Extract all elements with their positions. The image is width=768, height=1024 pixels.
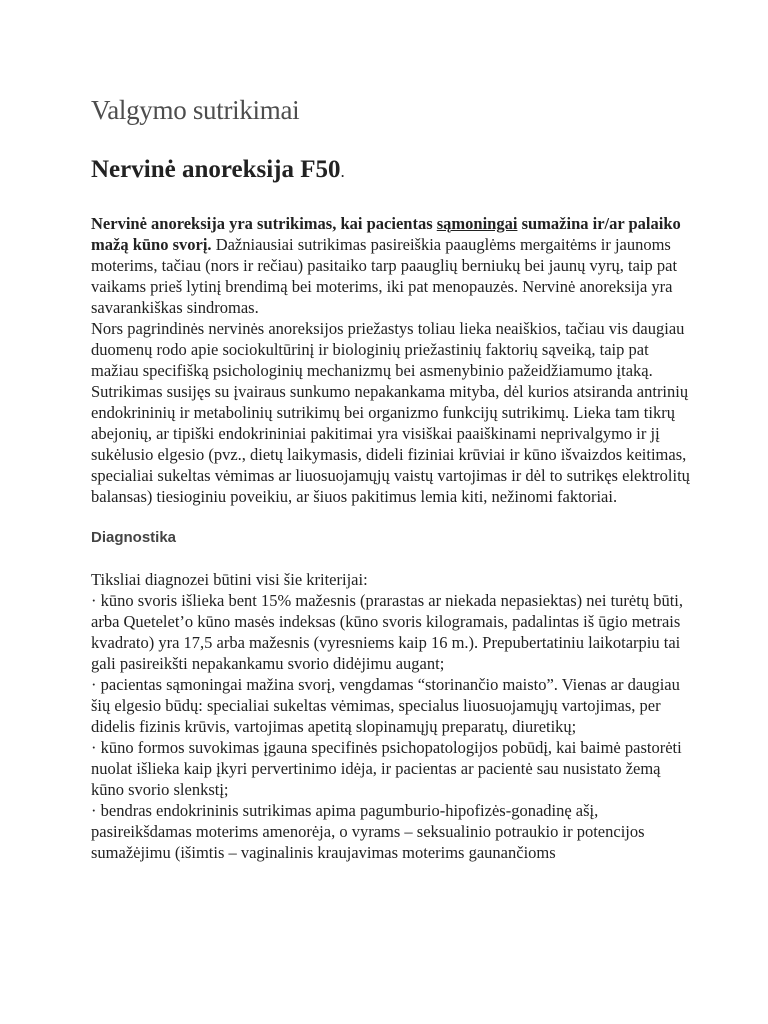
document-title: Valgymo sutrikimai — [91, 95, 300, 125]
criteria-item: · pacientas sąmoningai mažina svorį, vengdamas “storinančio maisto”. Vienas ar daugiau šių elgesio būdų: specialiai sukeltas vėmimas, specialus liuosuojamųjų vartojimas, per didelis fizinis krūvis, vartojimas apetitą slopinamųjų preparatų, diuretikų; — [91, 675, 680, 736]
diagnostika-heading: Diagnostika — [91, 529, 177, 546]
criteria-intro: Tiksliai diagnozei būtini visi šie kriterijai: — [91, 570, 368, 589]
intro-bold-end: sumažina ir/ar palaiko mažą kūno svorį. — [91, 214, 681, 254]
intro-rest: Dažniausiai sutrikimas pasireiškia paauglėms mergaitėms ir jaunoms moterims, tačiau (nors ir rečiau) pasitaiko tarp paauglių berniukų bei jaunų vyrų, taip pat vaikams prieš lytinį brendimą bei moterims, iki pat menopauzės. Nervinė anoreksija yra savarankiškas sindromas. — [91, 235, 678, 317]
criteria-item: · kūno formos suvokimas įgauna specifinės psichopatologijos pobūdį, kai baimė pastorėti nuolat išlieka kaip įkyri pervertinimo idėja, ir pacientas ar pacientė sau nusistato žemą kūno svorio slenkstį; — [91, 738, 682, 799]
section-title — [91, 153, 691, 189]
criteria-item: · bendras endokrininis sutrikimas apima pagumburio-hipofizės-gonadinę ašį, pasireikšdamas moterims amenorėja, o vyrams – seksualinio potraukio ir potencijos sumažėjimu (išimtis – vaginalinis kraujavimas moterims gaunančioms — [91, 801, 645, 862]
body-paragraph: Nors pagrindinės nervinės anoreksijos priežastys toliau lieka neaiškios, tačiau vis daugiau duomenų rodo apie sociokultūrinį ir biologinių priežastinių faktorių sąveiką, taip pat mažiau specifišką psichologinių mechanizmų bei asmenybinio pažeidžiamumo įtaką. Sutrikimas susijęs su įvairaus sunkumo nepakankama mityba, dėl kurios atsiranda antrinių endokrininių ir metabolinių sutrikimų bei organizmo funkcijų sutrikimų. Lieka tam tikrų abejonių, ar tipiški endokrininiai pakitimai yra visiškai paaiškinami neprivalgymo ir jį sukėlusio elgesio (pvz., dietų laikymasis, dideli fiziniai krūviai ir kūno išvaizdos keitimas, specialiai sukeltas vėmimas ar liuosuojamųjų vaistų vartojimas ir dėl to sutrikęs elektrolitų balansas) tiesioginiu poveikiu, ar šiuos pakitimus lemia kiti, nežinomi faktoriai. — [91, 319, 690, 506]
section-title-trail: . — [340, 162, 345, 181]
criteria-item: · kūno svoris išlieka bent 15% mažesnis (prarastas ar niekada nepasiektas) nei turėtų būti, arba Quetelet’o kūno masės indeksas (kūno svoris kilogramais, padalintas iš ūgio metrais kvadrato) yra 17,5 arba mažesnis (vyresniems kaip 16 m.). Prepubertatiniu laikotarpiu tai gali pasireikšti nepakankamu svorio didėjimu augant; — [91, 591, 683, 673]
section-title-text: Nervinė anoreksija F50 — [91, 156, 341, 183]
intro-bold-start: Nervinė anoreksija yra sutrikimas, kai pacientas — [91, 214, 437, 233]
intro-paragraph — [91, 213, 691, 318]
document-content — [91, 92, 691, 863]
intro-bold-underlined: sąmoningai — [436, 214, 518, 233]
criteria-block — [91, 569, 691, 863]
